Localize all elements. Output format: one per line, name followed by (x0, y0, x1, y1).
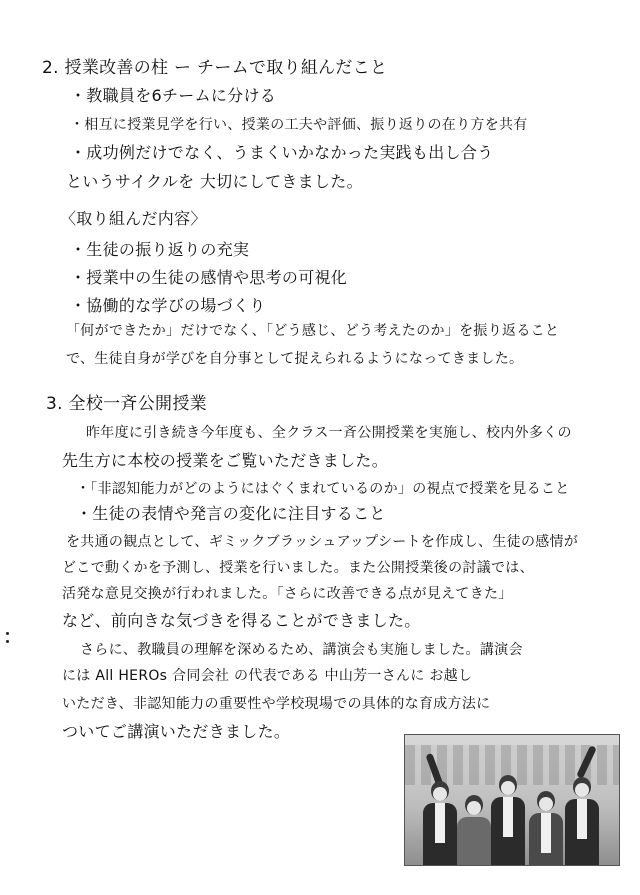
section-3-body-line-2: どこで動くかを予測し、授業を行いました。また公開授業後の討議では、 (62, 560, 534, 576)
efforts-paragraph-line-1: 「何ができたか」だけでなく、「どう感じ、どう考えたのか」を振り返ること (66, 323, 560, 339)
section-2-bullet-1: ・教職員を6チームに分ける (70, 86, 277, 105)
section-3-title: 3. 全校一斉公開授業 (46, 394, 207, 414)
section-3-body-line-3: 活発な意見交換が行われました。「さらに改善できる点が見えてきた」 (62, 586, 513, 602)
efforts-heading: 〈取り組んだ内容〉 (60, 209, 207, 228)
efforts-bullet-2: ・授業中の生徒の感情や思考の可視化 (70, 268, 348, 287)
section-3-body-line-7: いただき、非認知能力の重要性や学校現場での具体的な育成方法に (62, 696, 491, 712)
section-3-body-line-4: など、前向きな気づきを得ることができました。 (62, 611, 421, 630)
efforts-paragraph-line-2: で、生徒自身が学びを自分事として捉えられるようになってきました。 (66, 351, 524, 367)
section-3-body-line-8: ついてご講演いただきました。 (62, 722, 291, 741)
efforts-bullet-1: ・生徒の振り返りの充実 (70, 240, 250, 259)
margin-dot (6, 632, 9, 635)
section-3-bullet-2: ・生徒の表情や発言の変化に注目すること (76, 504, 386, 523)
section-3-intro-line-2: 先生方に本校の授業をご覧いただきました。 (62, 451, 389, 470)
margin-dot (6, 640, 9, 643)
section-3-body-line-1: を共通の観点として、ギミックブラッシュアップシートを作成し、生徒の感情が (66, 534, 579, 550)
section-3-intro-line-1: 昨年度に引き続き今年度も、全クラス一斉公開授業を実施し、校内外多くの (86, 425, 572, 441)
group-photo-illustration (404, 734, 620, 866)
section-2-title: 2. 授業改善の柱 ー チームで取り組んだこと (42, 58, 388, 78)
section-3-body-line-6: には All HEROs 合同会社 の代表である 中山芳一さんに お越し (62, 668, 473, 684)
section-2-bullet-3: ・成功例だけでなく、うまくいかなかった実践も出し合う (70, 143, 494, 162)
section-2-bullet-2: ・相互に授業見学を行い、授業の工夫や評価、振り返りの在り方を共有 (70, 117, 528, 133)
section-3-bullet-1: ・「非認知能力がどのようにはぐくまれているのか」の視点で授業を見ること (76, 481, 570, 497)
section-2-closing: というサイクルを 大切にしてきました。 (66, 172, 363, 191)
section-3-body-line-5: さらに、教職員の理解を深めるため、講演会も実施しました。講演会 (80, 642, 523, 658)
efforts-bullet-3: ・協働的な学びの場づくり (70, 296, 266, 315)
